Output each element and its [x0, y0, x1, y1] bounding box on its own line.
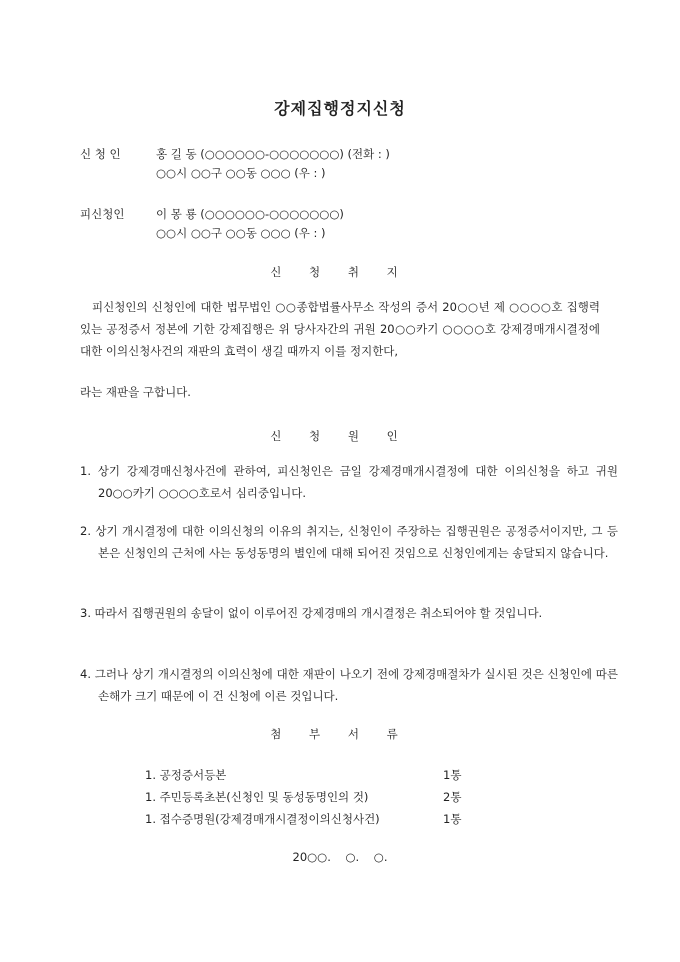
document-date: 20○○. ○. ○. [292, 850, 388, 864]
respondent-label: 피신청인 [80, 207, 125, 221]
attachment-item-1-name: 1. 공정증서등본 [145, 768, 227, 782]
attachment-item-2-name: 1. 주민등록초본(신청인 및 동성동명인의 것) [145, 790, 369, 804]
purpose-heading: 신 청 취 지 [270, 265, 410, 279]
reason-item-4: 4. 그러나 상기 개시결정의 이의신청에 대한 재판이 나오기 전에 강제경매절차가 실시된 것은 신청인에 따른 손해가 크기 때문에 이 건 신청에 이른 것입니다. [80, 667, 618, 703]
document-title: 강제집행정지신청 [274, 99, 406, 118]
reason-item-2: 2. 상기 개시결정에 대한 이의신청의 이유의 취지는, 신청인이 주장하는 집행권원은 공정증서이지만, 그 등본은 신청인의 근처에 사는 동성동명의 별인에 대해 되어진 것임으로 신청인에게는 송달되지 않습니다. [80, 524, 618, 560]
reason-item-1: 1. 상기 강제경매신청사건에 관하여, 피신청인은 금일 강제경매개시결정에 대한 이의신청을 하고 귀원 20○○카기 ○○○○호로서 심리중입니다. [80, 464, 618, 500]
applicant-label: 신 청 인 [80, 147, 121, 161]
attachment-item-2-qty: 2통 [443, 790, 462, 804]
respondent-name-line: 이 몽 룡 (○○○○○○-○○○○○○○) [156, 207, 344, 221]
attachment-item-3-name: 1. 접수증명원(강제경매개시결정이의신청사건) [145, 812, 380, 826]
respondent-address-line: ○○시 ○○구 ○○동 ○○○ (우 : ) [156, 226, 326, 240]
applicant-name-line: 홍 길 동 (○○○○○○-○○○○○○○) (전화 : ) [156, 147, 390, 161]
reasons-heading: 신 청 원 인 [270, 429, 410, 443]
applicant-address-line: ○○시 ○○구 ○○동 ○○○ (우 : ) [156, 166, 326, 180]
attachment-item-1-qty: 1통 [443, 768, 462, 782]
purpose-closing: 라는 재판을 구합니다. [80, 385, 191, 399]
attachments-heading: 첨 부 서 류 [270, 727, 410, 741]
purpose-body: 피신청인의 신청인에 대한 법무법인 ○○종합법률사무소 작성의 증서 20○○년 제 ○○○○호 집행력있는 공정증서 정본에 기한 강제집행은 위 당사자간의 귀원 20○○카기 ○○○○호 강제경매개시결정에 대한 이의신청사건의 재판의 효력이 생길 때까지 이를 정지한다, [80, 300, 600, 358]
reason-item-3: 3. 따라서 집행권원의 송달이 없이 이루어진 강제경매의 개시결정은 취소되어야 할 것입니다. [80, 606, 543, 620]
attachment-item-3-qty: 1통 [443, 812, 462, 826]
